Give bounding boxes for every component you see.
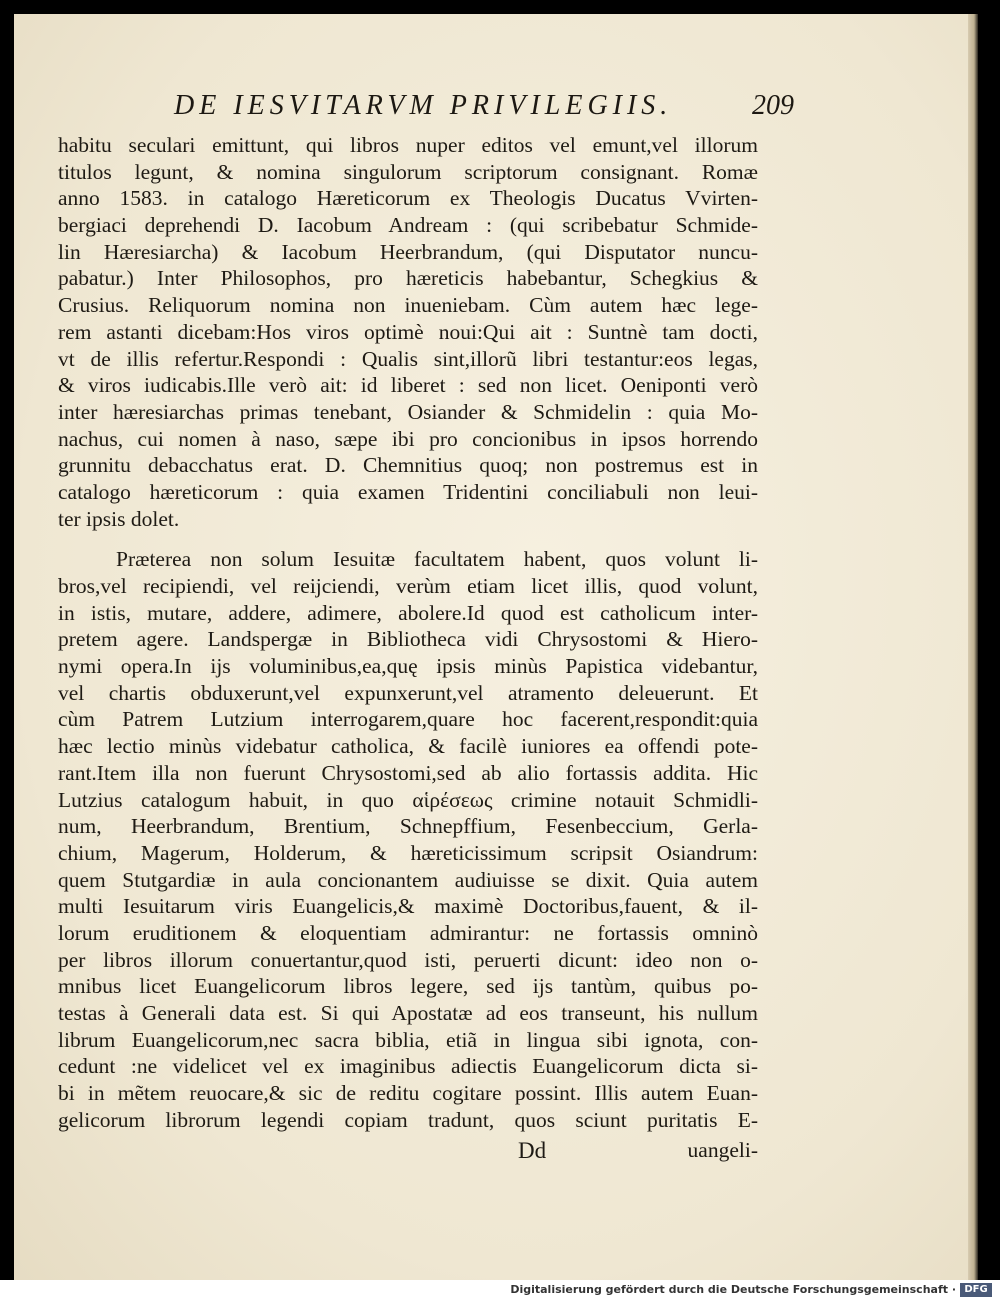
digitization-credit: Digitalisierung gefördert durch die Deutsche Forschungsgemeinschaft ·: [510, 1283, 956, 1296]
text-line: habitu seculari emittunt, qui libros nuper editos vel emunt,vel illorum: [58, 133, 758, 157]
text-line: testas à Generali data est. Si qui Apostatæ ad eos transeunt, his nullum: [58, 1001, 758, 1025]
text-line: anno 1583. in catalogo Hæreticorum ex Theologis Ducatus Vvirten-: [58, 186, 758, 211]
page-footer: [58, 1138, 758, 1166]
text-line: multi Iesuitarum viris Euangelicis,& maximè Doctoribus,fauent, & il-: [58, 894, 758, 919]
text-line: mnibus licet Euangelicorum libros legere, sed ijs tantùm, quibus po-: [58, 974, 758, 999]
text-line: rant.Item illa non fuerunt Chrysostomi,sed ab alio fortassis addita. Hic: [58, 760, 758, 785]
text-line: & viros iudicabis.Ille verò ait: id liberet : sed non licet. Oeniponti verò: [58, 373, 758, 398]
catchword: uangeli-: [687, 1138, 758, 1162]
running-head-title: DE IESVITARVM PRIVILEGIIS.: [174, 90, 673, 121]
text-line: chium, Magerum, Holderum, & hæreticissimum scripsit Osiandrum:: [58, 840, 758, 865]
text-line: cedunt :ne videlicet vel ex imaginibus adiectis Euangelicorum dicta si-: [58, 1054, 758, 1079]
text-line: nymi opera.In ijs voluminibus,ea,quę ipsis minùs Papistica videbantur,: [58, 654, 758, 679]
text-line: titulos legunt, & nomina singulorum scriptorum consignant. Romæ: [58, 159, 758, 184]
text-line: num, Heerbrandum, Brentium, Schnepffium, Fesenbeccium, Gerla-: [58, 814, 758, 839]
text-line: cùm Patrem Lutzium interrogarem,quare hoc facerent,respondit:quia: [58, 707, 758, 732]
scanned-page-frame: [14, 14, 978, 1280]
text-line: vt de illis refertur.Respondi : Qualis sint,illorũ libri testantur:eos legas,: [58, 346, 758, 371]
text-line-paragraph-start: Præterea non solum Iesuitæ facultatem habent, quos volunt li-: [116, 547, 758, 572]
text-line: in istis, mutare, addere, adimere, abolere.Id quod est catholicum inter-: [58, 600, 758, 625]
text-line: bros,vel recipiendi, vel reijciendi, verùm etiam licet illis, quod volunt,: [58, 574, 758, 598]
text-line: quem Stutgardiæ in aula concionantem audiuisse se dixit. Quia autem: [58, 867, 758, 892]
text-line: rem astanti dicebam:Hos viros optimè noui:Qui ait : Suntnè tam docti,: [58, 319, 758, 344]
book-page: [14, 14, 968, 1280]
text-line: Lutzius catalogum habuit, in quo αἱρέσεως crimine notauit Schmidli-: [58, 787, 758, 812]
text-line: catalogo hæreticorum : quia examen Tridentini conciliabuli non leui-: [58, 479, 758, 504]
text-line: lin Hæresiarcha) & Iacobum Heerbrandum, (qui Disputator nuncu-: [58, 239, 758, 264]
text-line: Crusius. Reliquorum nomina non inueniebam. Cùm autem hæc lege-: [58, 293, 758, 318]
text-line: inter hæresiarchas primas tenebant, Osiander & Schmidelin : quia Mo-: [58, 399, 758, 424]
paragraph-gap: [58, 532, 758, 546]
digitization-credit-bar: [0, 1280, 1000, 1300]
text-line: lorum eruditionem & eloquentiam admirantur: ne fortassis omninò: [58, 920, 758, 945]
text-line: per libros illorum conuertantur,quod isti, peruerti dicunt: ideo non o-: [58, 947, 758, 972]
dfg-logo-icon: DFG: [960, 1283, 992, 1297]
text-line: hæc lectio minùs videbatur catholica, & facilè iuniores ea offendi pote-: [58, 734, 758, 759]
text-line: nachus, cui nomen à naso, sæpe ibi pro concionibus in ipsos horrendo: [58, 426, 758, 451]
text-line: bi in mẽtem reuocare,& sic de reditu cogitare possint. Illis autem Euan-: [58, 1081, 758, 1106]
text-line: gelicorum librorum legendi copiam tradunt, quos sciunt puritatis E-: [58, 1107, 758, 1132]
text-line: vel chartis obduxerunt,vel expunxerunt,vel atramento deleuerunt. Et: [58, 680, 758, 705]
text-line: pretem agere. Landspergæ in Bibliotheca vidi Chrysostomi & Hiero-: [58, 627, 758, 652]
running-head: [174, 86, 794, 126]
text-line: pabatur.) Inter Philosophos, pro hæreticis habebantur, Schegkius &: [58, 266, 758, 291]
text-line: bergiaci deprehendi D. Iacobum Andream : (qui scribebatur Schmide-: [58, 213, 758, 238]
text-line-paragraph-end: ter ipsis dolet.: [58, 506, 180, 531]
body-text: [58, 132, 758, 1133]
text-line: grunnitu debacchatus erat. D. Chemnitius quoq; non postremus est in: [58, 453, 758, 478]
page-number: 209: [752, 90, 794, 121]
text-line: librum Euangelicorum,nec sacra biblia, etiã in lingua sibi ignota, con-: [58, 1027, 758, 1052]
page-edge-shadow: [968, 14, 978, 1280]
signature-mark: Dd: [518, 1138, 547, 1163]
